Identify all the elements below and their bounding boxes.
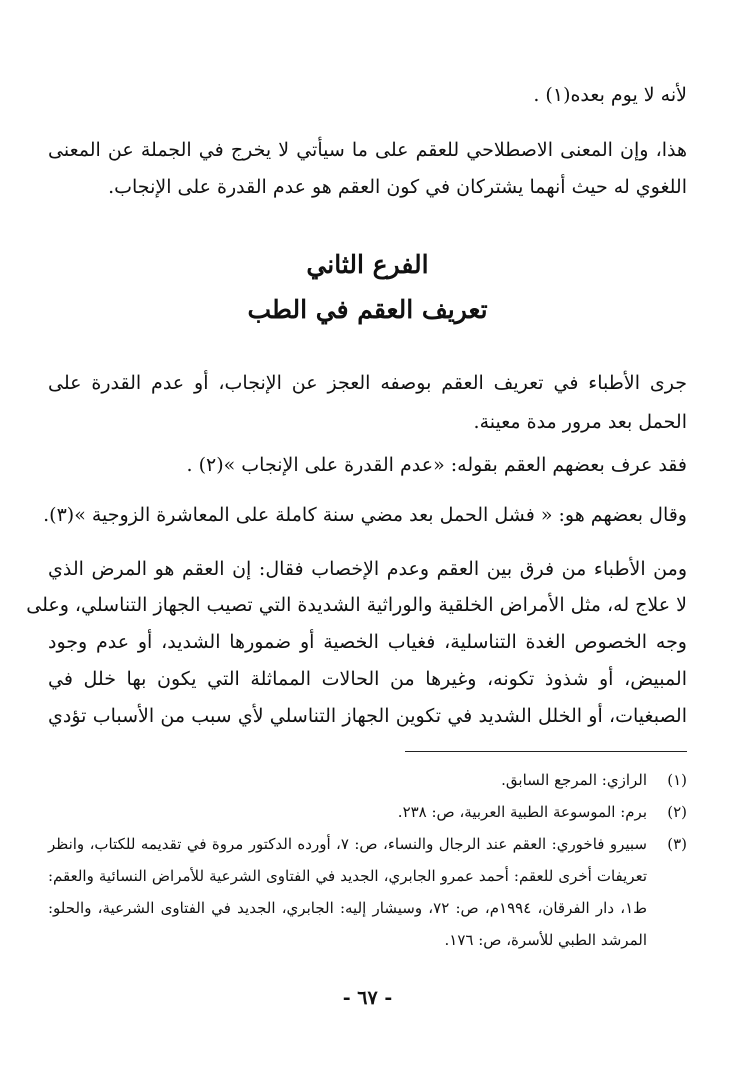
- paragraph-3: فقد عرف بعضهم العقم بقوله: «عدم القدرة على الإنجاب »(٢) .: [186, 454, 687, 476]
- paragraph-5-line-3: وجه الخصوص الغدة التناسلية، فغياب الخصية أو ضمورها الشديد، أو عدم وجود: [48, 631, 687, 653]
- footnote-1: الرازي: المرجع السابق.: [501, 771, 647, 789]
- paragraph-5-line-2: لا علاج له، مثل الأمراض الخلقية والوراثية الشديدة التي تصيب الجهاز التناسلي، وعلى: [26, 594, 687, 616]
- footnote-3-line-4: المرشد الطبي للأسرة، ص: ١٧٦.: [444, 931, 647, 949]
- paragraph-2-line-2: الحمل بعد مرور مدة معينة.: [473, 411, 687, 433]
- paragraph-1-line-1: هذا، وإن المعنى الاصطلاحي للعقم على ما سيأتي لا يخرج في الجملة عن المعنى: [48, 139, 687, 161]
- footnote-3-line-3: ط١، دار الفرقان، ١٩٩٤م، ص: ٧٢، وسيشار إليه: الجابري، الجديد في الفتاوى الشرعية، والحلو:: [48, 899, 647, 917]
- paragraph-1-line-2: اللغوي له حيث أنهما يشتركان في كون العقم هو عدم القدرة على الإنجاب.: [108, 176, 687, 198]
- paragraph-5-line-4: المبيض، أو شذوذ تكونه، وغيرها من الحالات المماثلة التي يكون بها خلل في: [48, 668, 687, 690]
- paragraph-4: وقال بعضهم هو: « فشل الحمل بعد مضي سنة كاملة على المعاشرة الزوجية »(٣).: [43, 504, 687, 526]
- page-number: - ٦٧ -: [342, 987, 393, 1009]
- footnote-2: برم: الموسوعة الطبية العربية، ص: ٢٣٨.: [397, 803, 647, 821]
- footnote-separator: [405, 751, 687, 752]
- footnote-3-line-2: تعريفات أخرى للعقم: أحمد عمرو الجابري، الجديد في الفتاوى الشرعية للأمراض النسائية والعقم:: [48, 867, 647, 885]
- footnote-3-line-1: سبيرو فاخوري: العقم عند الرجال والنساء، ص: ٧، أورده الدكتور مروة في تقديمه للكتاب، وانظر: [48, 835, 648, 853]
- paragraph-5-line-5: الصبغيات، أو الخلل الشديد في تكوين الجهاز التناسلي لأي سبب من الأسباب تؤدي: [48, 705, 687, 727]
- intro-line: لأنه لا يوم بعده(١) .: [533, 84, 687, 106]
- section-heading: الفرع الثاني: [306, 250, 429, 279]
- footnote-1-number: (١): [667, 771, 687, 789]
- paragraph-5-line-1: ومن الأطباء من فرق بين العقم وعدم الإخصاب فقال: إن العقم هو المرض الذي: [48, 558, 687, 580]
- section-subheading: تعريف العقم في الطب: [247, 295, 488, 324]
- footnote-3-number: (٣): [667, 835, 687, 853]
- footnote-2-number: (٢): [667, 803, 687, 821]
- paragraph-2-line-1: جرى الأطباء في تعريف العقم بوصفه العجز عن الإنجاب، أو عدم القدرة على: [48, 372, 687, 394]
